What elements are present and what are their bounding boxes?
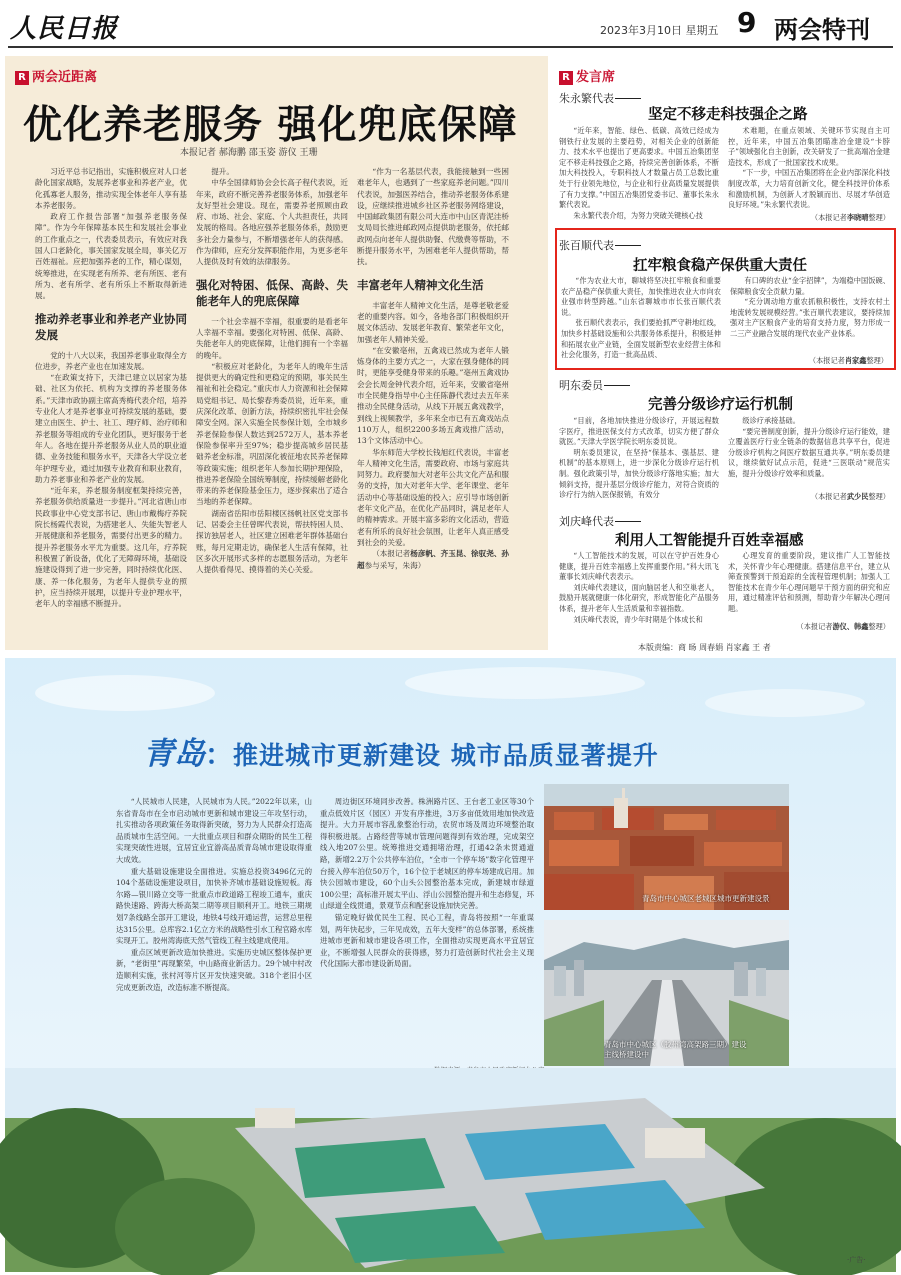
article-column-1 [35,166,187,642]
photo-caption: 青岛市中心城区（胶州湾高架路三期）建设 [604,1040,747,1049]
speech-text: 有口碑的农业“金字招牌”，为端稳中国饭碗、保障粮食安全贡献力量。 “充分调动地方重农抓粮积极性，支持农村土地流转发展规模经营。”张百顺代表建议，要持续加强对主产区粮食产业的培育支持力度，努力形成一二三产业融合发展的现代农业产业体系。 [730,276,890,338]
paragraph: 政府工作报告部署“加强养老服务保障”。作为今年保障基本民生和发展社会事业的工作重点之一，代表委员表示，有效应对我国人口老龄化，事关国家发展全局，事关亿万百姓福祉。应把加强养老的工作，精心谋划，统筹推进，在实现老有所养、老有所医、老有所为、老有所学、老有所乐上不断取得新进展。 [35,212,187,301]
r-badge-icon: R [559,71,573,85]
page-number: 9 [737,6,757,39]
photo-caption: 青岛市中心城区老城区城市更新建设景 [642,894,770,903]
article-column-2 [196,166,348,642]
speech-column [553,56,896,650]
paragraph: 提升。 [211,167,234,176]
paragraph: 中华全国律师协会会长高子程代表说，近年来，政府不断完善养老服务体系，加强老年友好型社会建设。现在，需要养老照顾由政府、市场、社会、家庭、个人共担责任，共同发展的格局。各地应强养老服务体系，鼓励更多社会力量参与，不断增强老年人的获得感。作为律师，应充分发挥职能作用，为更多老年人提供及时有效的法律服务。 [196,178,348,267]
speech-text: “人工智能技术的发展，可以在守护百姓身心健康，提升百姓幸福感上发挥重要作用。”科大讯飞董事长刘庆峰代表表示。 刘庆峰代表建议，面向脑居老人和空巢老人，鼓励开展就健康一体化研究，形成智能化产品服务体系，提升老年人生活质量和幸福指数。 刘庆峰代表说，青少年时期是个体成长和 [559,551,719,624]
paragraph: “积极应对老龄化，为老年人的晚年生活提供更大的确定性和更稳定的预期，事关民生福祉和社会稳定。”重庆市人力资源和社会保障局党组书记、局长黎春秀委员说，近年来，重庆深化改革、创新方法，持续织密扎牢社会保障安全网。深入实施全民参保计划，全市城乡养老保险参保人数达到2572万人，基本养老保险参保率升至97%；稳步提高城乡居民基础养老金标准，巩固深化被征地农民养老保障等政策实施；组织老年人参加长期护理保险，推进养老保险全国统筹制度，持续缓解老龄化带来的养老保险基金压力，逐步探索出了适合当地的养老保障。 [196,361,348,507]
paragraph: 湖南省岳阳市岳阳楼区扬帆社区党支部书记、居委会主任曾晖代表说，帮扶特困人员、探访独居老人，社区建立困难老年群体基础台账，每月定期走访，确保老人生活有保障，社区多次开展形式多样的志愿服务活动，为老年人提供看得见、摸得着的关心关爱。 [196,508,348,575]
article-credit: （本报记者杨彦帆、齐玉昆、徐驭尧、孙超参与采写，朱海） [357,549,510,570]
speaker-name: 朱永繁代表 [559,90,641,106]
speech-text: 术难题，在重点领域、关键环节实现自主可控，近年来，中国五冶集团瞄准冶金建设“卡脖子”领域强化自主创新，改关研发了一批高端冶金建造技术，形成了一批国家技术成果。 “下一步，中国五冶集团将在企业内部深化科技制度改革，大力培育创新文化，健全科技评价体系和激励机制，为创新人才脱颖而出、尽展才华创造良好环境。”朱永繁代表说。 [728,126,890,210]
speech-title: 坚定不移走科技强企之路 [648,107,808,123]
article-column-3 [357,166,509,642]
r-badge-icon: R [15,71,29,85]
paragraph: “近年来，养老服务制度框架持续完善，养老服务供给质量进一步提升。”河北省唐山市民政事业中心党支部书记、唐山市戴梅疗养院院长杨霞代表说，为搭建老人、失能失智老人开展健康和养老服务，需要付出更多的精力。提升养老服务水平尤为重要。这几年，疗养院积极置了新设备，优化了无障碍环境，基础设施建设得到了进一步完善，同时持续优化医、康、养一体化服务，为老年人提供专业的照护，应当持续开展理，以提升专业护理水平，老年人的幸福感不断提升。 [35,486,187,609]
speech-title: 利用人工智能提升百姓幸福感 [615,533,804,549]
section-title: 两会特刊 [774,16,870,44]
subheading: 推动养老事业和养老产业协同发展 [35,311,187,342]
speech-text: “近年来，智能、绿色、低碳、高效已经成为钢铁行业发展的主要趋势，对相关企业的创新能力、技术水平也提出了更高要求。中国五冶集团坚定不移走科技强企之路，持续完善创新体系，不断加大科技投入，专职科技人才数量占员工总数比重处于行业领先地位，与企业和行业高质量发展提供了有力支撑。”中国五冶集团党委书记、董事长朱永繁代表说。 朱永繁代表介绍，为努力突破关键核心技 [559,126,719,220]
advertisement [5,658,896,1272]
ad-city-name: 青岛 [143,736,205,772]
article-byline: 本报记者 郝海鹏 邵玉姿 游仪 王珊 [180,148,318,158]
issue-date: 2023年3月10日 星期五 [600,24,719,37]
reporter-credit: （本报记者李晓晴整理） [810,213,890,222]
paragraph: 一个社会幸福不幸福，很重要的是看老年人幸福不幸福。要强化对特困、低保、高龄、失能老年人的兜底保障，让他们拥有一个幸福的晚年。 [196,316,348,360]
ad-label: ·广告· [847,1256,866,1264]
ad-headline: 青岛：推进城市更新建设 城市品质显著提升 [143,736,659,772]
speech-text: “作为农业大市，聊城将坚决扛牢粮食和重要农产品稳产保供重大责任，加快推进农业大市向农业强市转型跨越。”山东省聊城市市长张百顺代表说。 张百顺代表表示，我们要抢抓严守耕地红线，加快乡村基础设施和公共服务体系提升，积极延伸和拓展农业产业链，全面发展新型农业经营主体和社会化服务，打造一批高品质、 [561,276,721,360]
paragraph: 习近平总书记指出，实施积极应对人口老龄化国家战略，发展养老事业和养老产业，优化孤寡老人服务，推动实现全体老年人享有基本养老服务。 [35,167,187,210]
speaker-name: 张百顺代表 [559,237,641,253]
ad-column-2: 周边街区环境同步改善。株洲路片区、王台老工业区等30个重点低效片区（园区）开发有序推进，3万多亩低效用地加快改造提升。大力开展市容乱象整治行动，农贸市场及周边环境整治取得积极进展。占路经营等城市管理问题得到有效治理，完成架空线入地207公里。统筹推进交通拥堵治理，打通42条未贯通道路，新增2.2万个公共停车泊位，“全市一个停车场”数字化管理平台接入停车泊位50万个，16个位于老城区的停车场建成启用。加快公园城市建设，60个山头公园整治基本完成，新建城市绿道100公里；高标准开展太平山、浮山公园整治提升和生态修复，环山绿道全线贯通，景观节点和配套设施加快完善。 锚定晚好做优民生工程、民心工程，青岛将按照“一年重谋划，两年快起步，三年见成效，五年大变样”的总体部署，系统推进城市更新和城市建设各项工作，全面推动实现更高水平宜居宜业，不断增强人民群众的获得感，努力打造创新时代社会主义现代化国际大都市建设新局面。 [320,797,534,969]
photo-caption: 主线桥建设中 [604,1050,649,1059]
masthead-logo: 人民日报 [10,14,119,44]
feature-article [5,56,548,650]
ad-slogan: 推进城市更新建设 城市品质显著提升 [233,741,659,770]
sky-decoration [5,658,896,738]
speech-title: 扛牢粮食稳产保供重大责任 [633,258,807,274]
article-headline: 优化养老服务 强化兜底保障 [23,103,518,148]
paragraph: 丰富老年人精神文化生活，是尊老敬老爱老的重要内容。如今，各地各部门积极组织开展文体活动、发展老年教育、繁荣老年文化，加强老年人精神关爱。 [357,300,509,344]
column-tag [559,66,615,85]
paragraph: 党的十八大以来，我国养老事业取得全方位进步，养老产业也在加速发展。 [35,350,187,371]
paragraph: 华东师范大学校长钱旭红代表说，丰富老年人精神文化生活，需要政府、市场与家庭共同努力。政府要加大对老年公共文化产品和服务的支持，加大对老年大学、老年课堂、老年活动中心等基础设施的投入；应引导市场创新老年文化产品，在优化产品同时，满足老年人的精神需求。开展丰富多彩的文化活动，营造老有所乐的良好社会氛围，让老年人真正感受到社会的关爱。 [357,447,509,547]
column-tag-label: 两会近距离 [32,70,98,85]
speaker-name: 明东委员 [559,377,630,393]
column-tag-label: 发言席 [576,70,616,85]
photo-highway [544,920,789,1066]
ad-column-1: “人民城市人民建，人民城市为人民。”2022年以来，山东省青岛市在全市启动城市更新和城市建设三年攻坚行动，扎实推动各项政策任务取得新突破，努力为人民群众打造高品质城市生活空间。一大批重点项目和群众期盼的民生工程实现突破性进展，宜居宜业宜游高品质青岛城市建设取得重大成效。 重大基础设施建设全面推进。实施总投资3496亿元的104个基础设施建设项目，加快补齐城市基础设施短板。海尔路—银川路立交等一批重点市政道路工程竣工通车，重庆路快速路、跨海大桥高架二期等项目顺利开工。地铁三期规划7条线路全部开工建设，地铁4号线开通运营，运营总里程达315公里。总库容2.1亿立方米的战略性引水工程官路水库实现开工。胶州湾海底天然气管线工程主线建成使用。 重点区域更新改造加快推进。实施历史城区整体保护更新，“老街里”再现繁荣，中山路商业新活力。29个城中村改造顺利实施，张村河等片区开发快速突破。318个老旧小区完成更新改造，改造标准不断提高。 [116,797,312,992]
column-tag [15,66,97,85]
photo-old-city [544,784,789,910]
paragraph: “在政策支持下，天津已建立以居家为基础、社区为依托、机构为支撑的养老服务体系。”天津市政协副主席高秀梅代表介绍，培养专业化人才是养老事业可持续发展的基础，要建立由医生、护士、社工、理疗师、治疗师和养老服务等组成的专业化团队，更好服务于老年人。各地在提升养老服务从业人员的职业道德、业务技能和服务水平，天津各大学设立老年护理专业，通过加强专业教育和职业教育，助力养老事业和养老产业的发展。 [35,373,187,484]
reporter-credit: （本报记者武少民整理） [810,492,890,501]
paragraph: “在安徽亳州，五禽戏已然成为老年人锻炼身体的主要方式之一，大家在强身健体的同时，更能享受健身带来的乐趣。”亳州五禽戏协会会长周金钟代表介绍，近年来，安徽省亳州市全民健身指导中心主任陈静代表过去五年来推动全民健身活动，从线下开展五禽戏教学，到线上视频教学，多年来全市已有五禽戏站点110万人，组织2200多场五禽戏推广活动，13个文体活动中心。 [357,345,509,446]
subheading: 强化对特困、低保、高龄、失能老年人的兜底保障 [196,277,348,308]
page-header [0,0,901,52]
speech-text: 心理发育的重要阶段，建议推广人工智能技术，关怀青少年心理健康。搭建信息平台，建立从筛查预警到干预追踪的全流程管理机制；加强人工智能技术在青少年心理问题早干预方面的研究和应用，通过精准评估和预测，帮助青少年解决心理问题。 [728,551,890,613]
speaker-name: 刘庆峰代表 [559,513,641,529]
paragraph: “作为一名基层代表，我能接触到一些困难老年人，也遇到了一些家庭养老问题。”四川代表说，加强医养结合，推动养老服务体系建设，应继续推进城乡社区养老服务网络建设，中国邮政集团有限公司大连市中山区青泥洼桥支局局长推进邮政网点提供助老服务，依托邮政网点向老年人提供助餐、代缴费等帮助，不断提升服务水平，为困难老年人提供帮助，帮扶。 [357,167,509,267]
park-rendering [5,1068,896,1272]
speech-text: 级诊疗承接基础。 “要完善制度创新，提升分级诊疗运行能效，建立覆盖医疗行业全链条的数据信息共享平台，促进分级诊疗机构之间医疗数据互通共享。”明东委员建议，继续做好试点示范，促进“三医联动”规范实施，提升分级诊疗效率和质量。 [728,416,890,478]
reporter-credit: （本报记者肖家鑫整理） [808,356,888,365]
reporter-credit: （本报记者游仪、韩鑫整理） [796,622,890,631]
header-rule [8,46,893,48]
speech-text: “目前，各地加快推进分级诊疗，开展远程数字医疗，推进医保支付方式改革，切实方便了群众就医。”天津大学医学院长明东委员说。 明东委员建议，在坚持“保基本、强基层、建机制”的基本原则上，进一步深化分级诊疗运行机制。强化政策引导，加快分级诊疗落地实施；加大倾斜支持，提升基层分级诊疗能力，对符合资质的诊疗行为纳入医保报销，有效分 [559,416,719,500]
subheading: 丰富老年人精神文化生活 [357,277,484,292]
page-editors: 本版责编：商 旸 周春娟 肖家鑫 王 者 [638,643,771,652]
speech-title: 完善分级诊疗运行机制 [648,397,793,413]
